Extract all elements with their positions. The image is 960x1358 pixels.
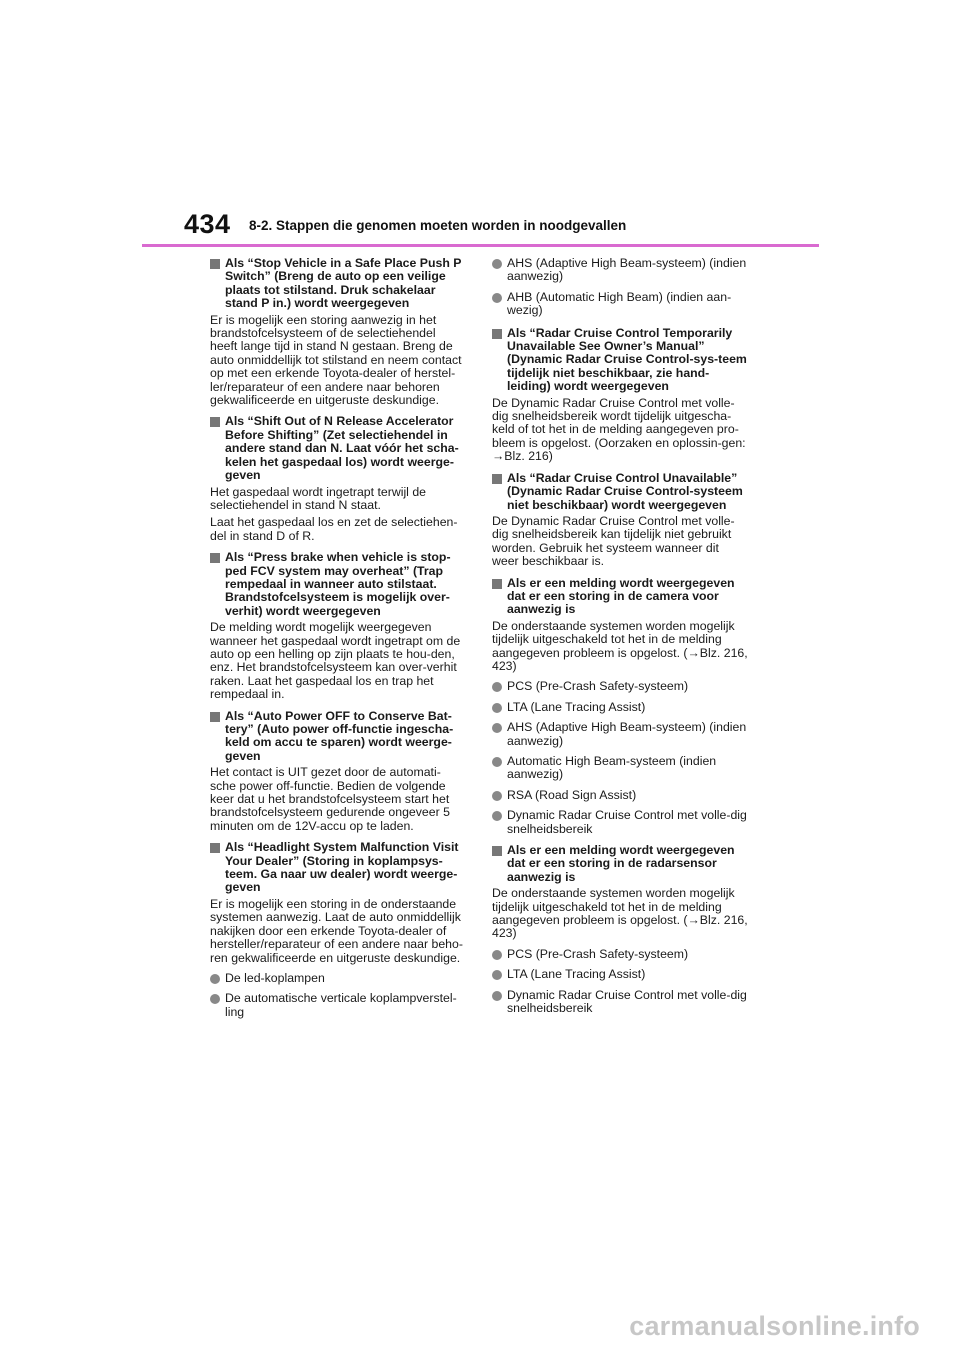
circle-bullet-icon <box>492 703 502 713</box>
body-paragraph: De Dynamic Radar Cruise Control met volle-dig snelheidsbereik wordt tijdelijk uitgescha-keld of tot het in de melding aangegeven pro-bleem is opgelost. (Oorzaken en oplossin-gen: →Blz. 216) <box>492 395 746 464</box>
section <box>492 472 748 569</box>
list-item <box>492 968 748 981</box>
list-item-text: Dynamic Radar Cruise Control met volle-dig snelheidsbereik <box>507 808 747 836</box>
body-paragraph: Het gaspedaal wordt ingetrapt terwijl de selectiehendel in stand N staat. <box>210 484 427 512</box>
body-paragraph: De Dynamic Radar Cruise Control met volle-dig snelheidsbereik kan tijdelijk niet gebruikt worden. Gebruik het systeem wanneer dit weer beschikbaar is. <box>492 513 735 569</box>
heading-text: Als er een melding wordt weergegeven dat er een storing in de radarsensor aanwezig is <box>507 843 735 884</box>
section-heading <box>492 472 748 512</box>
section-heading <box>492 844 748 884</box>
body-paragraph: Er is mogelijk een storing aanwezig in het brandstofcelsysteem of de selectiehendel heeft lange tijd in stand N gestaan. Breng de auto onmiddellijk tot stilstand en neem contact op met een erkende Toyota-dealer of herstel-ler/reparateur of een andere naar behoren gekwalificeerde en uitgeruste deskundige. <box>210 312 462 408</box>
section-heading <box>210 551 466 618</box>
list-item-text: PCS (Pre-Crash Safety-systeem) <box>507 679 689 694</box>
heading-text: Als “Radar Cruise Control Unavailable” (Dynamic Radar Cruise Control-systeem niet beschikbaar) wordt weergegeven <box>507 470 743 512</box>
section-heading <box>210 415 466 482</box>
body-paragraph: Er is mogelijk een storing in de onderstaande systemen aanwezig. Laat de auto onmiddellijk nakijken door een erkende Toyota-dealer of hersteller/reparateur of een andere naar beho-ren gekwalificeerde en uitgeruste deskundige. <box>210 896 463 965</box>
square-bullet-icon <box>210 712 220 722</box>
section-heading <box>210 841 466 895</box>
heading-text: Als “Radar Cruise Control Temporarily Unavailable See Owner’s Manual” (Dynamic Radar Cruise Control-sys-teem tijdelijk niet beschikbaar, zie hand-leiding) wordt weergegeven <box>507 325 747 394</box>
list-item-text: LTA (Lane Tracing Assist) <box>507 699 646 714</box>
heading-text: Als “Headlight System Malfunction Visit Your Dealer” (Storing in koplampsys-teem. Ga naar uw dealer) wordt weerge-geven <box>225 840 459 895</box>
square-bullet-icon <box>492 579 502 589</box>
circle-bullet-icon <box>492 970 502 980</box>
heading-text: Als er een melding wordt weergegeven dat er een storing in de camera voor aanwezig is <box>507 575 735 617</box>
list-item <box>492 989 748 1016</box>
circle-bullet-icon <box>492 293 502 303</box>
circle-bullet-icon <box>492 950 502 960</box>
list-item <box>492 789 748 802</box>
section <box>210 710 466 834</box>
section-heading <box>492 327 748 394</box>
circle-bullet-icon <box>210 994 220 1004</box>
square-bullet-icon <box>210 259 220 269</box>
list-item <box>492 755 748 782</box>
site-watermark: carmanualsonline.info <box>629 1311 920 1341</box>
list-item-text: AHS (Adaptive High Beam-systeem) (indien aanwezig) <box>507 256 747 284</box>
list-item <box>492 291 748 318</box>
section <box>210 551 466 701</box>
list-item-text: PCS (Pre-Crash Safety-systeem) <box>507 946 689 961</box>
list-item <box>210 992 466 1019</box>
list-item <box>492 809 748 836</box>
section-heading <box>210 257 466 311</box>
heading-text: Als “Shift Out of N Release Accelerator Before Shifting” (Zet selectiehendel in andere stand dan N. Laat vóór het scha-kelen het gaspedaal los) wordt weerge-geven <box>225 414 459 483</box>
list-item-text: De automatische verticale koplampverstel-ling <box>225 991 457 1019</box>
section <box>210 415 466 543</box>
section <box>492 577 748 837</box>
list-item <box>492 701 748 714</box>
list-item <box>210 972 466 985</box>
square-bullet-icon <box>210 417 220 427</box>
list-item-text: RSA (Road Sign Assist) <box>507 787 637 802</box>
body-paragraph: Het contact is UIT gezet door de automati-sche power off-functie. Bedien de volgende keer dat u het brandstofcelsysteem start het brandstofcelsysteem gedurende ongeveer 5 minuten om de 12V-accu op te laden. <box>210 765 450 833</box>
circle-bullet-icon <box>492 682 502 692</box>
section <box>210 257 466 407</box>
list-item-text: AHS (Adaptive High Beam-systeem) (indien aanwezig) <box>507 720 747 748</box>
square-bullet-icon <box>210 843 220 853</box>
left-column <box>210 257 466 1027</box>
circle-bullet-icon <box>492 259 502 269</box>
page-number: 434 <box>184 209 231 239</box>
square-bullet-icon <box>210 553 220 563</box>
section-heading <box>210 710 466 764</box>
list-item <box>492 721 748 748</box>
circle-bullet-icon <box>492 723 502 733</box>
section <box>210 841 466 1019</box>
section-title: 8-2. Stappen die genomen moeten worden in noodgevallen <box>249 218 627 233</box>
body-paragraph: De melding wordt mogelijk weergegeven wanneer het gaspedaal wordt ingetrapt om de auto op een helling op zijn plaats te hou-den, enz. Het brandstofcelsysteem kan over-verhit raken. Laat het gaspedaal los en trap het rempedaal in. <box>210 620 461 702</box>
body-paragraph: Laat het gaspedaal los en zet de selectiehen-del in stand D of R. <box>210 515 458 543</box>
header-divider <box>142 244 819 247</box>
list-item-text: De led-koplampen <box>225 970 325 985</box>
square-bullet-icon <box>492 846 502 856</box>
heading-text: Als “Auto Power OFF to Conserve Bat-tery” (Auto power off-functie ingescha-keld om accu te sparen) wordt weerge-geven <box>225 708 454 763</box>
list-item <box>492 257 748 284</box>
list-item-text: Automatic High Beam-systeem (indien aanwezig) <box>507 754 717 782</box>
page-header <box>0 0 960 250</box>
list-item-text: AHB (Automatic High Beam) (indien aan-wezig) <box>507 289 732 318</box>
list-item <box>492 948 748 961</box>
square-bullet-icon <box>492 474 502 484</box>
circle-bullet-icon <box>492 991 502 1001</box>
list-item <box>492 680 748 693</box>
body-paragraph: De onderstaande systemen worden mogelijk tijdelijk uitgeschakeld tot het in de melding aangegeven probleem is opgelost. (→Blz. 216, 423) <box>492 618 748 673</box>
circle-bullet-icon <box>210 974 220 984</box>
circle-bullet-icon <box>492 757 502 767</box>
section <box>492 844 748 1015</box>
section-heading <box>492 577 748 617</box>
right-column <box>492 257 748 1024</box>
section <box>492 327 748 464</box>
circle-bullet-icon <box>492 791 502 801</box>
body-paragraph: De onderstaande systemen worden mogelijk tijdelijk uitgeschakeld tot het in de melding aangegeven probleem is opgelost. (→Blz. 216, 423) <box>492 886 748 941</box>
heading-text: Als “Stop Vehicle in a Safe Place Push P Switch” (Breng de auto op een veilige plaats tot stilstand. Druk schakelaar stand P in.) wordt weergegeven <box>225 256 462 311</box>
list-item-text: Dynamic Radar Cruise Control met volle-dig snelheidsbereik <box>507 987 747 1016</box>
circle-bullet-icon <box>492 811 502 821</box>
heading-text: Als “Press brake when vehicle is stop-ped FCV system may overheat” (Trap rempedaal in wanneer auto stilstaat. Brandstofcelsysteem is mogelijk over-verhit) wordt weergegeven <box>225 550 451 618</box>
square-bullet-icon <box>492 329 502 339</box>
list-item-text: LTA (Lane Tracing Assist) <box>507 967 646 982</box>
